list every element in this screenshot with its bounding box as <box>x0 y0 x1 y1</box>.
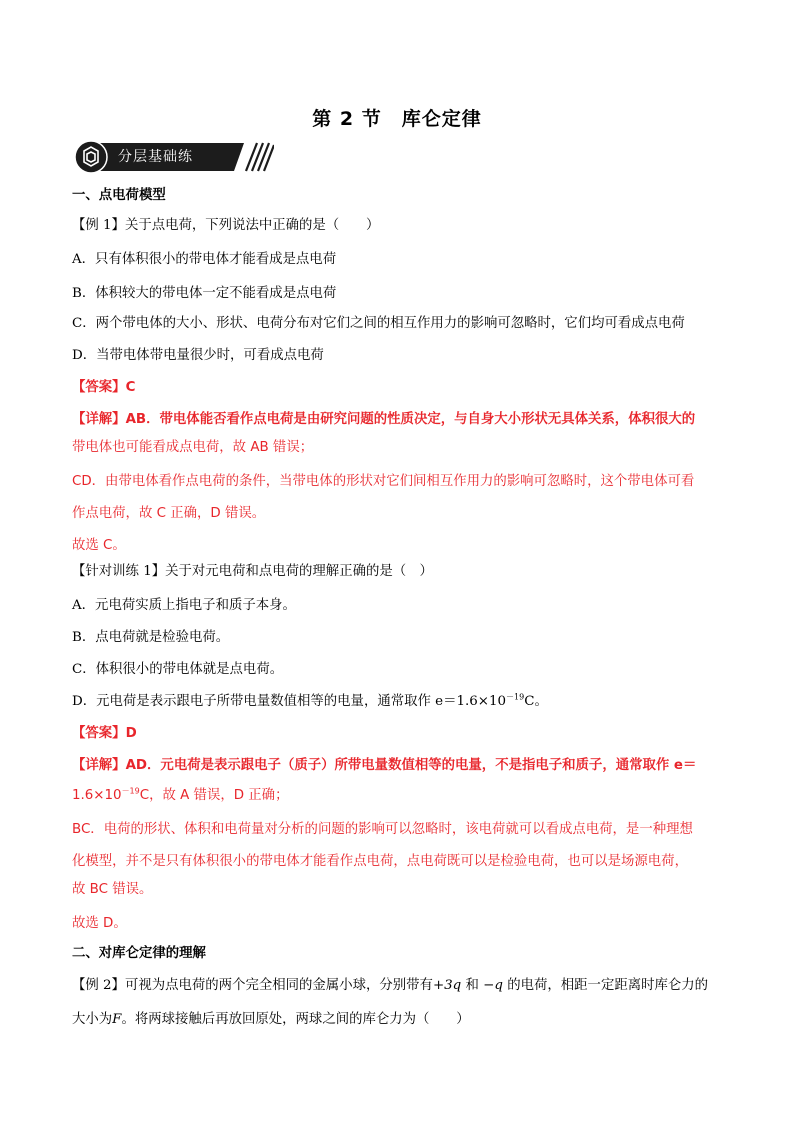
question-tag: 【例 2】 <box>72 978 125 993</box>
section-heading: 二、对库仑定律的理解 <box>72 946 206 961</box>
detail-line: CD．由带电体看作点电荷的条件，当带电体的形状对它们间相互作用力的影响可忽略时，这个带电体可看 <box>72 474 695 489</box>
answer-tag: 【答案】 <box>72 726 126 741</box>
charge-symbol: +3q <box>432 978 462 993</box>
detail-line: 故 BC 错误。 <box>72 882 153 897</box>
detail-text: 1.6×10 <box>72 788 122 803</box>
question-text: 大小为 <box>72 1012 113 1027</box>
page-title: 第 2 节 库仑定律 <box>312 108 482 130</box>
answer-value: D <box>125 726 137 741</box>
hatch-stripes-icon <box>246 143 274 171</box>
detail-line: BC．电荷的形状、体积和电荷量对分析的问题的影响可以忽略时，该电荷就可以看成点电荷，是一种理想 <box>72 822 693 837</box>
exponent: －19 <box>506 692 525 702</box>
example-2-question <box>72 1010 732 1030</box>
option-a: A．元电荷实质上指电子和质子本身。 <box>72 598 296 613</box>
detail-tag: 【详解】 <box>72 412 126 427</box>
detail-line <box>72 786 732 806</box>
answer-tag: 【答案】 <box>72 380 126 395</box>
option-a: A．只有体积很小的带电体才能看成是点电荷 <box>72 252 337 267</box>
conclusion-line: 故选 C。 <box>72 538 126 553</box>
option-c: C．两个带电体的大小、形状、电荷分布对它们之间的相互作用力的影响可忽略时，它们均可看成点电荷 <box>72 316 685 331</box>
question-text: 可视为点电荷的两个完全相同的金属小球，分别带有 <box>124 978 433 993</box>
example-1-question <box>72 216 732 236</box>
exponent: －19 <box>121 786 140 796</box>
question-tag: 【针对训练 1】 <box>72 564 166 579</box>
detail-line <box>72 756 732 776</box>
detail-text: AD．元电荷是表示跟电子（质子）所带电量数值相等的电量，不是指电子和质子，通常取作 e＝ <box>125 758 697 773</box>
section-banner-label: 分层基础练 <box>118 149 193 165</box>
detail-text: AB．带电体能否看作点电荷是由研究问题的性质决定，与自身大小形状无具体关系，体积很大的 <box>125 412 696 427</box>
option-c: C．体积很小的带电体就是点电荷。 <box>72 662 284 677</box>
charge-symbol: −q <box>483 978 503 993</box>
detail-tag: 【详解】 <box>72 758 126 773</box>
training-1-question <box>72 562 732 582</box>
question-tag: 【例 1】 <box>72 218 125 233</box>
detail-line <box>72 410 732 430</box>
answer-line <box>72 724 732 744</box>
conclusion-line: 故选 D。 <box>72 916 127 931</box>
answer-value: C <box>125 380 136 395</box>
question-text: 关于点电荷，下列说法中正确的是（ ） <box>124 218 380 233</box>
option-text: C。 <box>524 694 548 709</box>
question-text: 关于对元电荷和点电荷的理解正确的是（ ） <box>165 564 433 579</box>
detail-line: 带电体也可能看成点电荷，故 AB 错误； <box>72 440 314 455</box>
option-b: B．体积较大的带电体一定不能看成是点电荷 <box>72 286 337 301</box>
section-heading: 一、点电荷模型 <box>72 188 166 203</box>
question-text: 和 <box>461 978 484 993</box>
question-text: 。将两球接触后再放回原处，两球之间的库仑力为（ ） <box>121 1012 470 1027</box>
option-text: D．元电荷是表示跟电子所带电量数值相等的电量，通常取作 e＝1.6×10 <box>72 694 507 709</box>
question-text: 的电荷，相距一定距离时库仑力的 <box>502 978 709 993</box>
option-b: B．点电荷就是检验电荷。 <box>72 630 230 645</box>
example-2-question <box>72 976 732 996</box>
detail-text: C，故 A 错误，D 正确； <box>139 788 289 803</box>
answer-line <box>72 378 732 398</box>
option-d: D．当带电体带电量很少时，可看成点电荷 <box>72 348 324 363</box>
detail-line: 化模型，并不是只有体积很小的带电体才能看作点电荷，点电荷既可以是检验电荷，也可以是场源电荷， <box>72 854 688 869</box>
option-d <box>72 692 732 712</box>
force-symbol: F <box>112 1012 122 1027</box>
detail-line: 作点电荷，故 C 正确，D 错误。 <box>72 506 266 521</box>
